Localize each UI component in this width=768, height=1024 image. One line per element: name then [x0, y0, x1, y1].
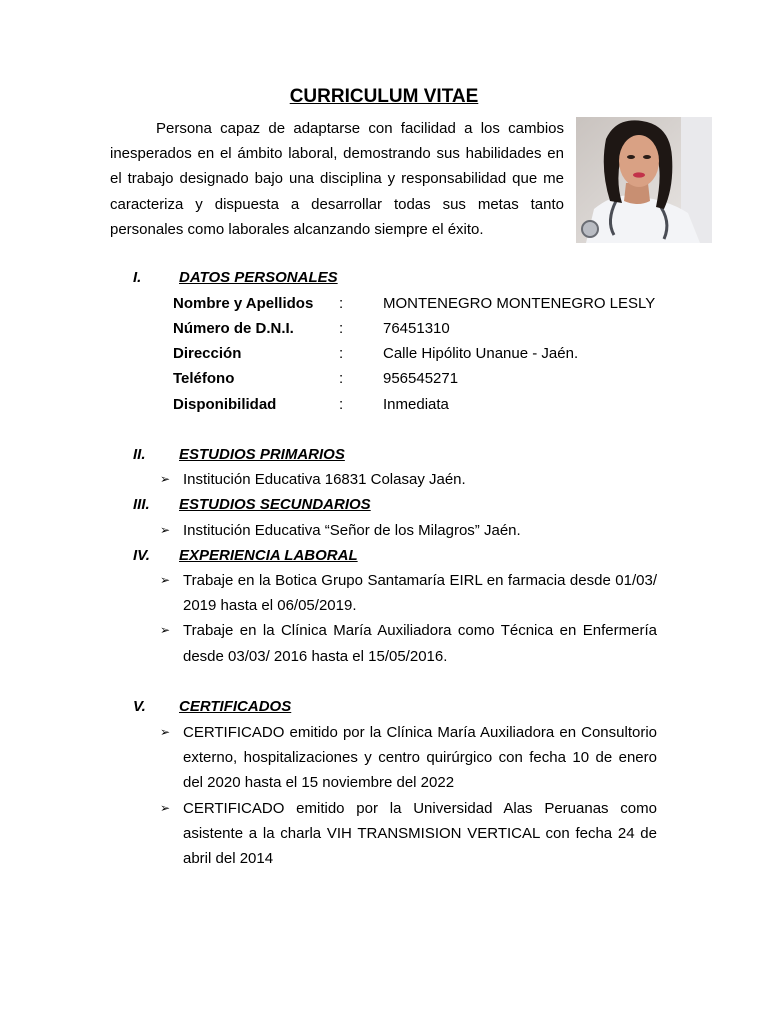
- field-value: 956545271: [383, 370, 459, 387]
- field-label: Dirección: [173, 345, 242, 362]
- arrow-bullet-icon: ➢: [160, 523, 171, 537]
- section-title: ESTUDIOS PRIMARIOS: [179, 446, 345, 463]
- field-label: Disponibilidad: [173, 396, 277, 413]
- section-title: CERTIFICADOS: [179, 698, 292, 715]
- field-separator: :: [339, 295, 344, 312]
- field-separator: :: [339, 396, 344, 413]
- personal-data-row: [173, 394, 693, 416]
- personal-data-row: [173, 293, 693, 315]
- field-value: MONTENEGRO MONTENEGRO LESLY: [383, 295, 656, 312]
- list-item: [160, 568, 657, 618]
- personal-data-row: [173, 318, 693, 340]
- arrow-bullet-icon: ➢: [160, 573, 171, 587]
- list-item-text: Institución Educativa “Señor de los Milagros” Jaén.: [183, 522, 521, 539]
- arrow-bullet-icon: ➢: [160, 623, 171, 638]
- field-separator: :: [339, 345, 344, 362]
- personal-data-row: [173, 343, 693, 365]
- personal-data-row: [173, 368, 693, 390]
- section-title: DATOS PERSONALES: [179, 269, 338, 286]
- list-item-text: Institución Educativa 16831 Colasay Jaén.: [183, 471, 466, 488]
- list-item: [160, 467, 657, 492]
- intro-paragraph: [110, 116, 564, 242]
- arrow-bullet-icon: ➢: [160, 472, 171, 486]
- list-item-text: Trabaje en la Clínica María Auxiliadora como Técnica en Enfermería desde 03/03/ 2016 hasta el 15/05/2016.: [183, 622, 657, 665]
- field-label: Teléfono: [173, 370, 235, 387]
- document-title: CURRICULUM VITAE: [289, 86, 479, 107]
- field-value: Inmediata: [383, 396, 449, 413]
- profile-photo: [576, 117, 712, 243]
- estudios-secundarios-list: [160, 518, 657, 543]
- experiencia-laboral-list: [160, 568, 657, 669]
- section-number: I.: [133, 269, 142, 286]
- list-item-text: Trabaje en la Botica Grupo Santamaría EIRL en farmacia desde 01/03/ 2019 hasta el 06/05/2019.: [183, 572, 657, 615]
- arrow-bullet-icon: ➢: [160, 800, 171, 815]
- field-separator: :: [339, 370, 344, 387]
- intro-text: Persona capaz de adaptarse con facilidad a los cambios inesperados en el ámbito laboral, demostrando sus habilidades en el trabajo designado bajo una disciplina y responsabilidad que me caracteriza y dispuesta a desarrollar todas sus metas tanto personales como laborales alcanzando siempre el éxito.: [110, 120, 564, 238]
- section-number: IV.: [133, 547, 150, 564]
- list-item-text: CERTIFICADO emitido por la Universidad Alas Peruanas como asistente a la charla VIH TRANSMISION VERTICAL con fecha 24 de abril del 2014: [183, 799, 657, 868]
- section-title: EXPERIENCIA LABORAL: [179, 547, 358, 564]
- estudios-primarios-list: [160, 467, 657, 492]
- section-number: V.: [133, 698, 146, 715]
- section-number: III.: [133, 496, 150, 513]
- certificados-list: [160, 720, 657, 871]
- profile-photo-illustration: [576, 117, 712, 243]
- arrow-bullet-icon: ➢: [160, 725, 171, 739]
- list-item: [160, 618, 657, 668]
- section-title: ESTUDIOS SECUNDARIOS: [179, 496, 371, 513]
- list-item: [160, 720, 657, 796]
- field-value: Calle Hipólito Unanue - Jaén.: [383, 345, 579, 362]
- field-value: 76451310: [383, 320, 450, 337]
- list-item: [160, 518, 657, 543]
- list-item-text: CERTIFICADO emitido por la Clínica María Auxiliadora en Consultorio externo, hospitalizaciones y centro quirúrgico con fecha 10 de enero del 2020 hasta el 15 noviembre del 2022: [183, 724, 657, 792]
- field-separator: :: [339, 320, 344, 337]
- section-number: II.: [133, 446, 146, 463]
- field-label: Número de D.N.I.: [173, 320, 294, 337]
- field-label: Nombre y Apellidos: [173, 295, 314, 312]
- list-item: [160, 796, 657, 872]
